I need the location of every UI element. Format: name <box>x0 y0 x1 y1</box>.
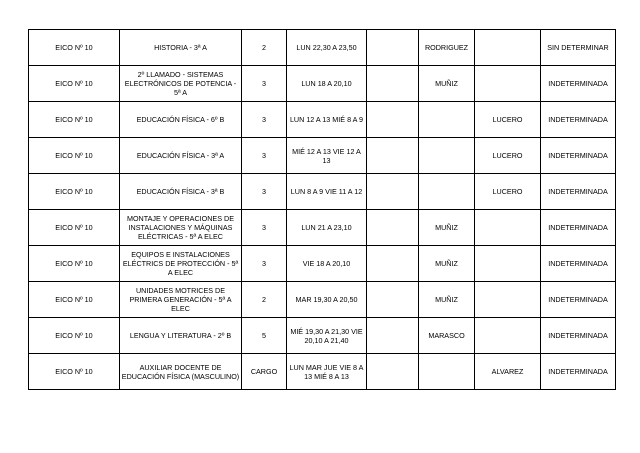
hours-cell: 3 <box>242 210 287 246</box>
status-cell: INDETERMINADA <box>541 174 616 210</box>
school-cell: EICO Nº 10 <box>29 30 120 66</box>
schedule-cell: MIÉ 19,30 A 21,30 VIE 20,10 A 21,40 <box>287 318 367 354</box>
replacement-cell: LUCERO <box>475 174 541 210</box>
table-row <box>29 282 616 318</box>
document-page <box>28 29 616 390</box>
hours-cell: 3 <box>242 138 287 174</box>
subject-cell: UNIDADES MOTRICES DE PRIMERA GENERACIÓN - 5ª A ELEC <box>120 282 242 318</box>
status-cell: INDETERMINADA <box>541 102 616 138</box>
status-cell: INDETERMINADA <box>541 246 616 282</box>
hours-cell: 3 <box>242 174 287 210</box>
hours-cell: 3 <box>242 66 287 102</box>
school-cell: EICO Nº 10 <box>29 66 120 102</box>
teacher-cell: RODRIGUEZ <box>419 30 475 66</box>
empty-cell <box>367 210 419 246</box>
teacher-cell <box>419 174 475 210</box>
replacement-cell <box>475 66 541 102</box>
schedule-cell: LUN 18 A 20,10 <box>287 66 367 102</box>
subject-cell: HISTORIA - 3ª A <box>120 30 242 66</box>
hours-cell: CARGO <box>242 354 287 390</box>
status-cell: INDETERMINADA <box>541 138 616 174</box>
vacancy-table <box>28 29 616 390</box>
hours-cell: 2 <box>242 282 287 318</box>
school-cell: EICO Nº 10 <box>29 210 120 246</box>
schedule-cell: VIE 18 A 20,10 <box>287 246 367 282</box>
subject-cell: EDUCACIÓN FÍSICA - 6º B <box>120 102 242 138</box>
table-row <box>29 210 616 246</box>
replacement-cell: ALVAREZ <box>475 354 541 390</box>
replacement-cell: LUCERO <box>475 102 541 138</box>
status-cell: INDETERMINADA <box>541 210 616 246</box>
table-row <box>29 102 616 138</box>
teacher-cell <box>419 138 475 174</box>
hours-cell: 5 <box>242 318 287 354</box>
table-body <box>29 30 616 390</box>
teacher-cell <box>419 354 475 390</box>
status-cell: INDETERMINADA <box>541 282 616 318</box>
table-row <box>29 66 616 102</box>
empty-cell <box>367 102 419 138</box>
subject-cell: MONTAJE Y OPERACIONES DE INSTALACIONES Y MÁQUINAS ELÉCTRICAS - 5ª A ELEC <box>120 210 242 246</box>
schedule-cell: MAR 19,30 A 20,50 <box>287 282 367 318</box>
subject-cell: EDUCACIÓN FÍSICA - 3ª A <box>120 138 242 174</box>
school-cell: EICO Nº 10 <box>29 138 120 174</box>
school-cell: EICO Nº 10 <box>29 102 120 138</box>
empty-cell <box>367 174 419 210</box>
teacher-cell: MUÑIZ <box>419 246 475 282</box>
status-cell: INDETERMINADA <box>541 66 616 102</box>
schedule-cell: LUN 12 A 13 MIÉ 8 A 9 <box>287 102 367 138</box>
status-cell: INDETERMINADA <box>541 354 616 390</box>
teacher-cell: MUÑIZ <box>419 210 475 246</box>
replacement-cell <box>475 30 541 66</box>
subject-cell: EQUIPOS E INSTALACIONES ELÉCTRICS DE PROTECCIÓN - 5ª A ELEC <box>120 246 242 282</box>
teacher-cell: MUÑIZ <box>419 282 475 318</box>
replacement-cell <box>475 246 541 282</box>
empty-cell <box>367 66 419 102</box>
replacement-cell: LUCERO <box>475 138 541 174</box>
replacement-cell <box>475 282 541 318</box>
empty-cell <box>367 30 419 66</box>
table-row <box>29 318 616 354</box>
school-cell: EICO Nº 10 <box>29 174 120 210</box>
subject-cell: LENGUA Y LITERATURA - 2º B <box>120 318 242 354</box>
schedule-cell: LUN 22,30 A 23,50 <box>287 30 367 66</box>
teacher-cell: MARASCO <box>419 318 475 354</box>
replacement-cell <box>475 210 541 246</box>
table-row <box>29 354 616 390</box>
school-cell: EICO Nº 10 <box>29 318 120 354</box>
empty-cell <box>367 354 419 390</box>
empty-cell <box>367 246 419 282</box>
schedule-cell: LUN 21 A 23,10 <box>287 210 367 246</box>
replacement-cell <box>475 318 541 354</box>
table-row <box>29 138 616 174</box>
empty-cell <box>367 318 419 354</box>
teacher-cell <box>419 102 475 138</box>
schedule-cell: LUN MAR JUE VIE 8 A 13 MIÉ 8 A 13 <box>287 354 367 390</box>
empty-cell <box>367 138 419 174</box>
hours-cell: 2 <box>242 30 287 66</box>
school-cell: EICO Nº 10 <box>29 354 120 390</box>
teacher-cell: MUÑIZ <box>419 66 475 102</box>
table-row <box>29 174 616 210</box>
subject-cell: AUXILIAR DOCENTE DE EDUCACIÓN FÍSICA (MASCULINO) <box>120 354 242 390</box>
table-row <box>29 246 616 282</box>
school-cell: EICO Nº 10 <box>29 282 120 318</box>
hours-cell: 3 <box>242 102 287 138</box>
school-cell: EICO Nº 10 <box>29 246 120 282</box>
schedule-cell: MIÉ 12 A 13 VIE 12 A 13 <box>287 138 367 174</box>
table-row <box>29 30 616 66</box>
empty-cell <box>367 282 419 318</box>
schedule-cell: LUN 8 A 9 VIE 11 A 12 <box>287 174 367 210</box>
status-cell: SIN DETERMINAR <box>541 30 616 66</box>
subject-cell: EDUCACIÓN FÍSICA - 3ª B <box>120 174 242 210</box>
hours-cell: 3 <box>242 246 287 282</box>
subject-cell: 2º LLAMADO - SISTEMAS ELECTRÓNICOS DE POTENCIA - 5ª A <box>120 66 242 102</box>
status-cell: INDETERMINADA <box>541 318 616 354</box>
